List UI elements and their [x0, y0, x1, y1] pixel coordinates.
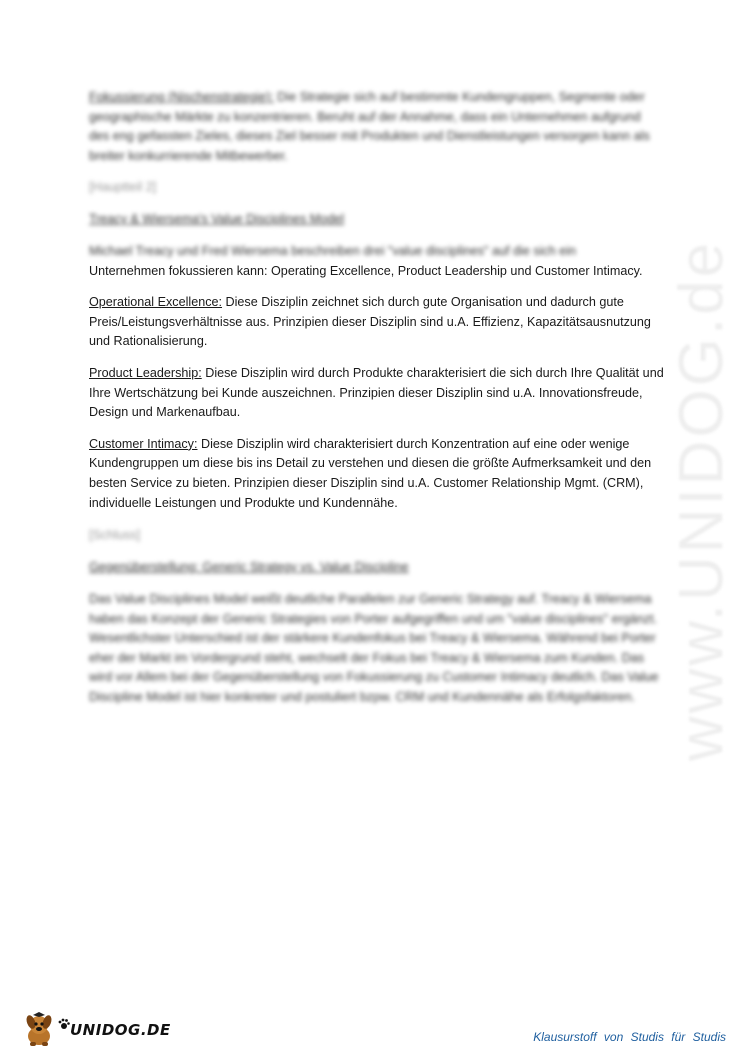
discipline-text: Diese Disziplin wird durch Produkte charakterisiert die sich durch Ihre Qualität und Ihre Wertschätzung bei Kunde auszeichnen. Prinzipien dieser Disziplin sind u.A. Innovationsfreude, Design und Markenaufbau.: [89, 365, 664, 420]
comparison-heading: [89, 558, 664, 578]
unidog-logo[interactable]: [22, 1010, 171, 1050]
discipline-label: Customer Intimacy:: [89, 436, 198, 451]
model-section: [89, 242, 664, 525]
discipline-customer-intimacy: [89, 435, 664, 513]
intro-paragraph: [89, 88, 664, 178]
discipline-label: Operational Excellence:: [89, 295, 223, 310]
model-heading: [89, 210, 664, 230]
section-marker-conclusion: [Schluss]: [89, 528, 141, 542]
discipline-text: Diese Disziplin zeichnet sich durch gute Organisation und dadurch gute Preis/Leistungsverhältnisse aus. Prinzipien dieser Disziplin sind u.A. Effizienz, Kapazitätsausnutzung und Rationalisierung.: [89, 295, 651, 349]
comparison-paragraph: [89, 590, 664, 720]
comparison-heading-text: Gegenüberstellung: Generic Strategy vs. Value Discipline: [89, 560, 409, 574]
comparison-text: Das Value Disciplines Model weißt deutliche Parallelen zur Generic Strategy auf. Treacy & Wiersema haben das Konzept der Generic Strategies von Porter aufgegriffen und um "value disciplines" ergänzt. Wesentlichster Unterschied ist der stärkere Kundenfokus bei Treacy & Wiersema. Während bei Porter eher der Markt im Vordergrund steht, wechselt der Fokus bei Treacy & Wiersema zum Kunden. Das wird vor Allem bei der Gegenüberstellung von Fokussierung zu Customer Intimacy deutlich. Das Value Discipline Model ist hier konkreter und postuliert bzpw. CRM und Kundennähe als Erfolgsfaktoren.: [89, 592, 659, 704]
logo-text: UNIDOG.DE: [70, 1021, 171, 1039]
discipline-text: Diese Disziplin wird charakterisiert durch Konzentration auf eine oder wenige Kundengruppen um diese bis ins Detail zu verstehen und diesen die größte Aufmerksamkeit und den besten Service zu bieten. Prinzipien dieser Disziplin sind u.A. Customer Relationship Mgmt. (CRM), individuelle Leistungen und Produkte und Kundennähe.: [89, 436, 652, 510]
footer-tagline: Klausurstoff von Studis für Studis: [533, 1030, 726, 1044]
paw-icon: [58, 1018, 70, 1030]
intro-text: Die Strategie sich auf bestimmte Kundengruppen, Segmente oder geographische Märkte zu konzentrieren. Beruht auf der Annahme, dass ein Unternehmen aufgrund des eng gefassten Zieles, dieses Ziel besser mit Produkten und Dienstleistungen versorgen kann als breiter konkurrierende Mitbewerber.: [89, 90, 650, 163]
model-heading-text: Treacy & Wiersema's Value Disciplines Model: [89, 212, 345, 226]
intro-label: Fokussierung (Nischenstrategie):: [89, 90, 274, 104]
discipline-product-leadership: [89, 364, 664, 423]
model-intro-clear: Unternehmen fokussieren kann: Operating Excellence, Product Leadership und Customer Intimacy.: [89, 263, 643, 278]
model-intro-blurred: Michael Treacy und Fred Wiersema beschreiben drei "value disciplines" auf die sich ein: [89, 244, 577, 258]
discipline-operational-excellence: [89, 293, 664, 352]
discipline-label: Product Leadership:: [89, 365, 202, 380]
section-marker-main2: [Hauptteil 2]: [89, 180, 157, 194]
dog-mascot-icon: [22, 1012, 56, 1048]
watermark-text: www.UNIDOG.de: [667, 239, 737, 761]
